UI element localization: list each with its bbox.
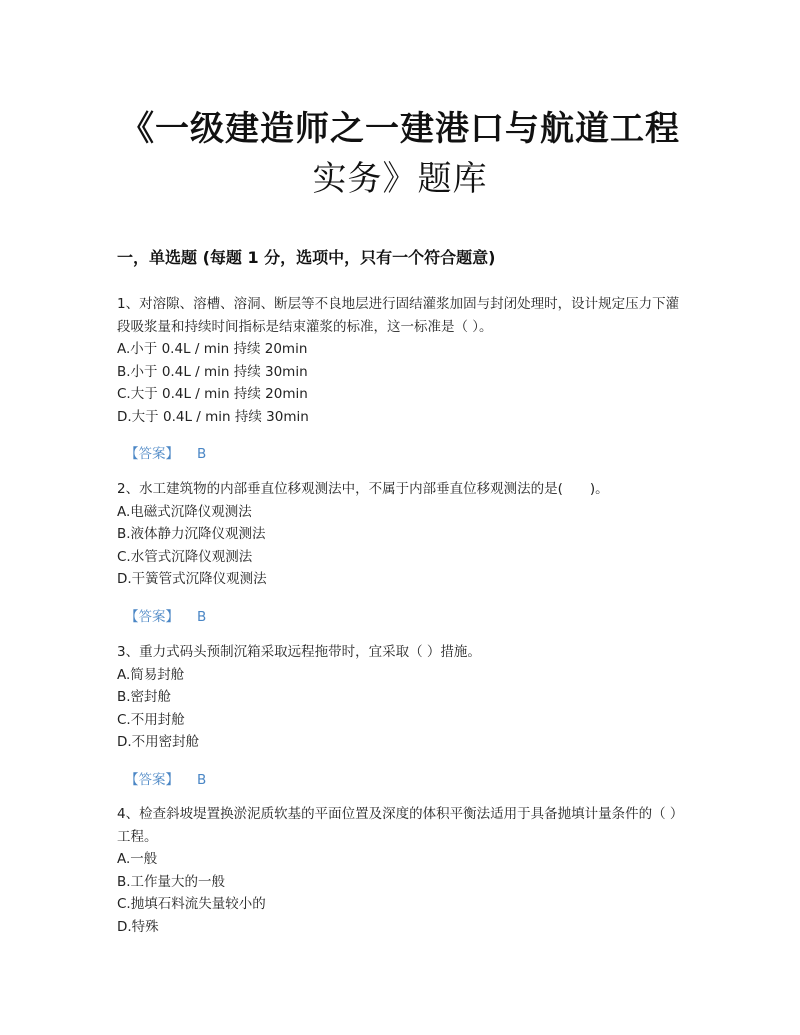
option-c: C.不用封舱: [117, 711, 185, 728]
option-d: D.特殊: [117, 918, 159, 935]
title-line-2: 实务》题库: [312, 159, 488, 199]
answer-label: 【答案】: [125, 608, 179, 625]
option-a: A.一般: [117, 851, 158, 867]
answer-label: 【答案】: [125, 446, 179, 462]
answer-line: [117, 443, 683, 465]
question-4: [117, 803, 683, 938]
option-c: C.水管式沉降仪观测法: [117, 548, 253, 565]
question-stem: 3、重力式码头预制沉箱采取远程拖带时，宜采取（ ）措施。: [117, 644, 481, 660]
option-c: C.抛填石料流失量较小的: [117, 896, 266, 912]
option-b: B.小于 0.4L / min 持续 30min: [117, 363, 308, 380]
question-3: [117, 641, 683, 791]
option-b: B.工作量大的一般: [117, 873, 226, 890]
option-d: D.不用密封舱: [117, 734, 200, 750]
option-b: B.液体静力沉降仪观测法: [117, 526, 266, 542]
answer-value: B: [197, 608, 207, 625]
option-a: A.电磁式沉降仪观测法: [117, 503, 252, 520]
answer-line: [117, 769, 683, 791]
option-b: B.密封舱: [117, 689, 172, 705]
question-stem: 4、检查斜坡堤置换淤泥质软基的平面位置及深度的体积平衡法适用于具备抛填计量条件的（ ）工程。: [117, 806, 677, 845]
question-2: [117, 478, 683, 628]
option-c: C.大于 0.4L / min 持续 20min: [117, 386, 308, 402]
option-a: A.小于 0.4L / min 持续 20min: [117, 341, 308, 357]
question-1: [117, 293, 683, 465]
section-heading: 一，单选题 (每题 1 分，选项中，只有一个符合题意): [117, 248, 496, 267]
question-stem: 2、水工建筑物的内部垂直位移观测法中，不属于内部垂直位移观测法的是( )。: [117, 481, 609, 497]
document-title: [100, 104, 700, 204]
title-line-1: 《一级建造师之一建港口与航道工程: [120, 109, 680, 149]
answer-line: [117, 606, 683, 628]
option-d: D.干簧管式沉降仪观测法: [117, 571, 267, 587]
answer-value: B: [197, 446, 207, 462]
answer-label: 【答案】: [125, 771, 179, 788]
question-stem: 1、对溶隙、溶槽、溶洞、断层等不良地层进行固结灌浆加固与封闭处理时，设计规定压力下灌段吸浆量和持续时间指标是结束灌浆的标准，这一标准是（ ）。: [117, 296, 680, 335]
answer-value: B: [197, 771, 207, 788]
option-a: A.简易封舱: [117, 666, 185, 683]
option-d: D.大于 0.4L / min 持续 30min: [117, 408, 309, 425]
